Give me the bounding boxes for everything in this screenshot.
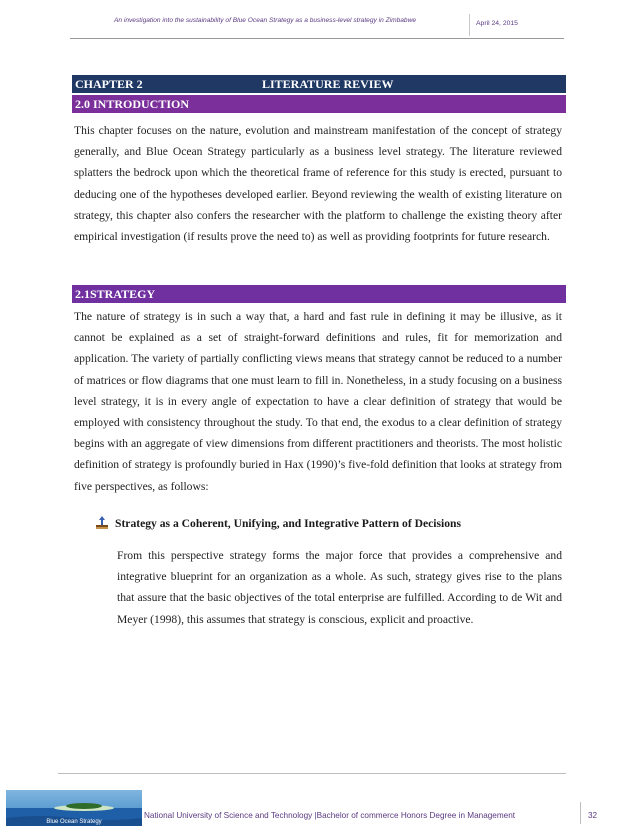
blue-ocean-image bbox=[6, 790, 142, 826]
chapter-title: LITERATURE REVIEW bbox=[262, 77, 394, 91]
page-header bbox=[70, 14, 564, 38]
introduction-paragraph: This chapter focuses on the nature, evolution and mainstream manifestation of the concept of strategy generally, and Blue Ocean Strategy particularly as a business level strategy. The literature reviewed splatters the bedrock upon which the theoretical frame of reference for this study is erected, pursuant to deducing one of the hypotheses developed earlier. Beyond reviewing the wealth of existing literature on strategy, this chapter also confers the researcher with the platform to challenge the existing theory after empirical investigation (if results prove the need to) as well as providing footprints for future research. bbox=[74, 124, 562, 244]
footer-divider bbox=[58, 773, 566, 774]
section-heading-strategy: 2.1STRATEGY bbox=[72, 285, 566, 303]
page-number: 32 bbox=[588, 811, 598, 820]
chapter-number: CHAPTER 2 bbox=[75, 77, 143, 91]
chapter-heading-bar bbox=[72, 75, 566, 93]
section-heading-introduction: 2.0 INTRODUCTION bbox=[72, 95, 566, 113]
header-divider bbox=[70, 38, 564, 39]
footer-institution: National University of Science and Technology |Bachelor of commerce Honors Degree in Management bbox=[144, 811, 516, 820]
strategy-paragraph: The nature of strategy is in such a way that, a hard and fast rule in defining it may be illusive, as it cannot be explained as a set of straight-forward definitions and rules, fit for memorization and application. The variety of partially conflicting views means that strategy cannot be reduced to a number of matrices or flow diagrams that one must learn to fill in. Nonetheless, in a study focusing on a business level strategy, it is in every angle of expectation to have a clear definition of strategy that would be employed with consistency throughout the study. To that end, the exodus to a clear definition of strategy begins with an aggregate of view dimensions from different practitioners and theorists. The most holistic definition of strategy is profoundly buried in Hax (1990)’s five-fold definition that looks at strategy from five perspectives, as follows: bbox=[74, 310, 562, 493]
header-date: April 24, 2015 bbox=[469, 14, 564, 36]
perspective-paragraph: From this perspective strategy forms the major force that provides a comprehensive and integrative blueprint for an organization as a whole. As such, strategy gives rise to the plans that assure that the basic objectives of the total enterprise are fulfilled. According to de Wit and Meyer (1998), this assumes that strategy is conscious, explicit and proactive. bbox=[117, 549, 562, 626]
arrow-bullet-icon bbox=[95, 516, 109, 530]
header-title: An investigation into the sustainability of Blue Ocean Strategy as a business-level strategy in Zimbabwe bbox=[113, 17, 416, 24]
image-caption: Blue Ocean Strategy bbox=[46, 819, 102, 825]
ocean-island-illustration bbox=[6, 790, 142, 826]
footer-separator bbox=[580, 802, 581, 824]
bullet-heading: Strategy as a Coherent, Unifying, and Integrative Pattern of Decisions bbox=[115, 517, 461, 530]
